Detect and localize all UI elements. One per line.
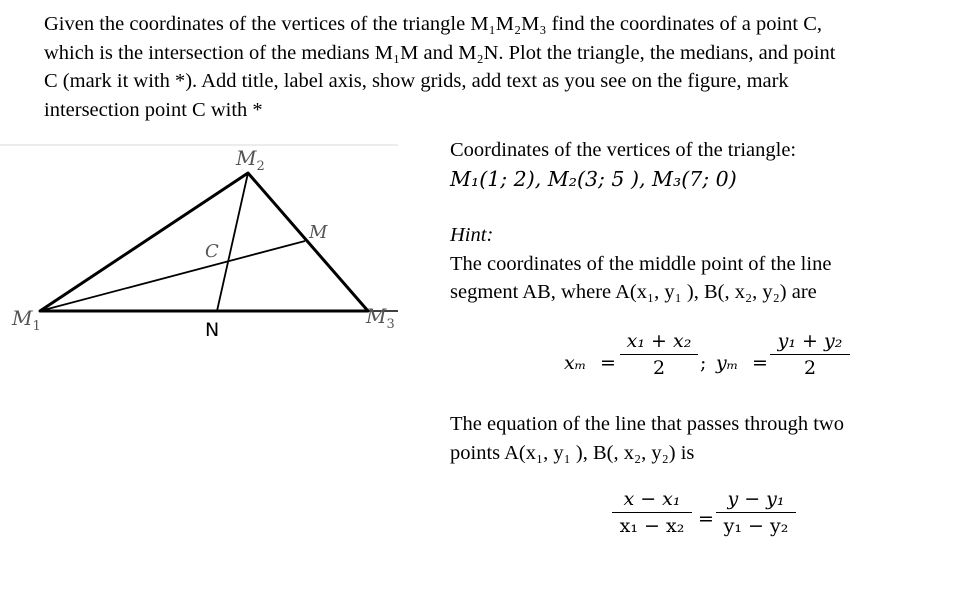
midpoint-text-line-1: The coordinates of the middle point of the line	[450, 252, 832, 275]
right-fraction	[716, 488, 796, 537]
xm-symbol: xₘ	[564, 352, 587, 374]
formula-separator: ;	[700, 352, 707, 374]
xm-denominator: 2	[652, 357, 666, 379]
line-equals: =	[698, 508, 714, 530]
coords-values: M₁(1; 2), M₂(3; 5 ), M₃(7; 0)	[450, 166, 737, 191]
midpoint-text-line-2: segment AB, where A(x₁, y₁ ), B(, x₂, y₂) are	[450, 281, 817, 303]
label-c: C	[205, 241, 219, 262]
ym-denominator: 2	[803, 357, 817, 379]
coords-heading: Coordinates of the vertices of the triangle:	[450, 139, 797, 161]
label-m3-sub: 3	[386, 317, 395, 332]
ym-fraction-bar	[770, 354, 850, 355]
right-denominator: y₁ − y₂	[723, 515, 789, 537]
ym-numerator: y₁ + y₂	[777, 330, 843, 352]
task-line-1: Given the coordinates of the vertices of the triangle M₁M₂M₃ find the coordinates of a point C,	[44, 13, 823, 35]
left-fraction	[612, 488, 692, 537]
right-fraction-bar	[716, 512, 796, 513]
left-fraction-bar	[612, 512, 692, 513]
triangle-figure	[0, 140, 410, 345]
xm-equals: =	[600, 352, 616, 374]
task-line-2: which is the intersection of the medians M₁M and M₂N. Plot the triangle, the medians, and point	[44, 41, 836, 64]
ym-fraction	[770, 330, 850, 379]
xm-numerator: x₁ + x₂	[626, 330, 692, 352]
label-m: M	[309, 222, 328, 243]
hint-label: Hint:	[450, 224, 494, 246]
task-statement	[44, 10, 959, 124]
label-m1: $M_1$	[12, 306, 41, 334]
label-m3: $M_3$	[366, 304, 395, 332]
midpoint-formula	[560, 330, 860, 390]
ym-equals: =	[752, 352, 768, 374]
info-panel	[450, 136, 950, 307]
line-text-line-1: The equation of the line that passes through two	[450, 413, 844, 435]
xm-fraction	[620, 330, 698, 379]
ym-symbol: yₘ	[716, 352, 739, 374]
task-line-4: intersection point C with *	[44, 98, 263, 121]
left-numerator: x − x₁	[623, 488, 681, 510]
label-m2: $M_2$	[236, 146, 265, 174]
left-denominator: x₁ − x₂	[619, 515, 685, 537]
right-numerator: y − y₁	[727, 488, 785, 510]
xm-fraction-bar	[620, 354, 698, 355]
line-text-line-2: points A(x₁, y₁ ), B(, x₂, y₂) is	[450, 441, 695, 464]
task-line-3: C (mark it with *). Add title, label axis, show grids, add text as you see on the figure, mark	[44, 70, 789, 92]
line-formula	[612, 488, 812, 558]
median-m1m	[40, 241, 305, 311]
label-n: N	[205, 319, 220, 341]
label-m2-sub: 2	[256, 159, 265, 174]
label-m1-sub: 1	[32, 319, 41, 334]
median-m2n	[217, 173, 248, 311]
line-equation-text	[450, 410, 950, 467]
